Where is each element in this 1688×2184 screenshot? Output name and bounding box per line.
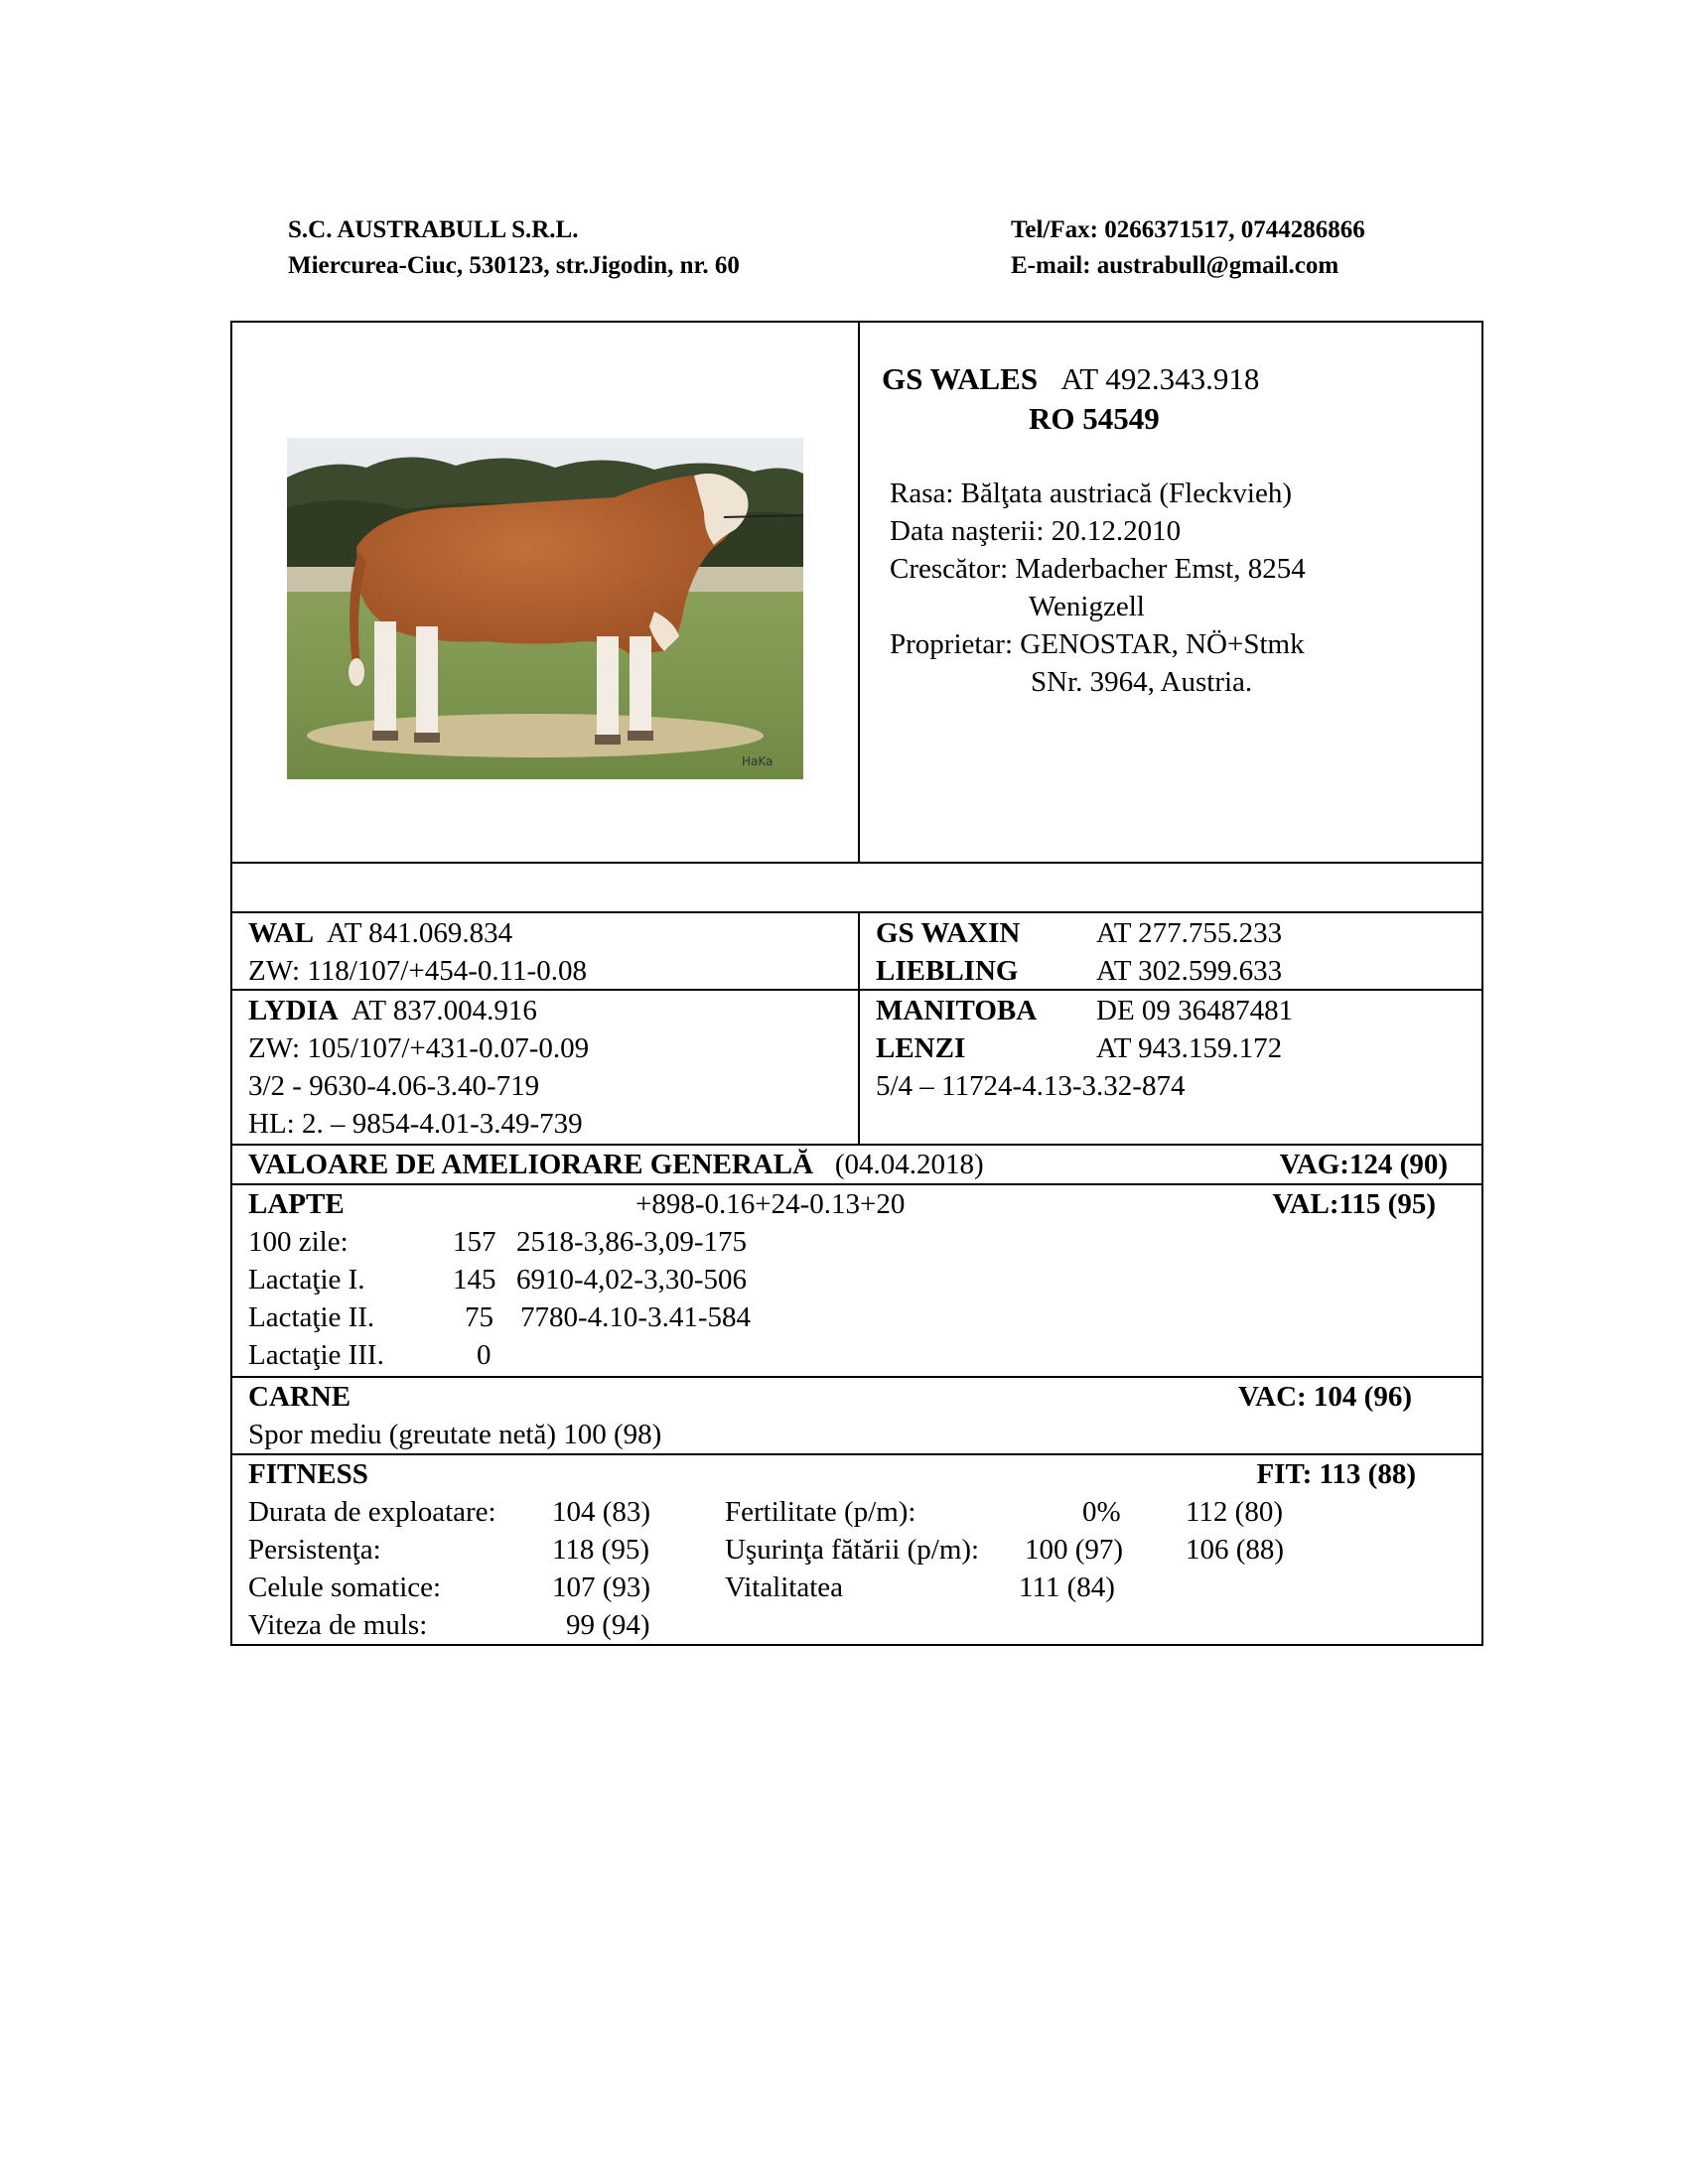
dam-row [232,991,1481,1146]
general-value-date: (04.04.2018) [834,1149,984,1180]
bull-owner-cont: SNr. 3964, Austria. [1031,666,1253,698]
milk-row-lact3: Lactaţie III. 0 [248,1339,492,1371]
sire-row [232,913,1481,991]
dam-cell [232,991,860,1144]
fitness-row-2: Persistenţa: 118 (95) Uşurinţa fătării (p/m): 100 (97) 106 (88) [248,1534,1285,1566]
meat-row [232,1378,1481,1455]
bull-breed: Rasa: Bălţata austriacă (Fleckvieh) [890,478,1293,509]
dam-parents-cell [860,991,1481,1144]
vag-value: VAG:124 (90) [1279,1149,1448,1180]
milk-row-lact1: Lactaţie I. 145 6910-4,02-3,30-506 [248,1264,747,1296]
company-phone: Tel/Fax: 0266371517, 0744286866 [1011,216,1365,243]
photo-watermark: HaKa [742,754,774,768]
bull-ro-number: RO 54549 [1029,401,1160,436]
sire-name: WAL [248,917,315,949]
bull-breeder-cont: Wenigzell [1029,591,1145,622]
dam-dam-name: LENZI [876,1032,966,1064]
contact-block [1011,212,1365,284]
val-value: VAL:115 (95) [1272,1188,1436,1220]
fitness-row-4: Viteza de muls: 99 (94) [248,1609,650,1641]
company-address: Miercurea-Ciuc, 530123, str.Jigodin, nr. 60 [288,252,740,279]
bull-owner: Proprietar: GENOSTAR, NÖ+Stmk [890,628,1305,660]
dam-hl: HL: 2. – 9854-4.01-3.49-739 [248,1108,583,1140]
spacer-row [232,864,1481,913]
bull-breeder: Crescător: Maderbacher Emst, 8254 [890,553,1306,585]
sire-parents-cell [860,913,1481,989]
bull-info [890,475,1306,701]
fitness-row [232,1455,1481,1644]
dam-dam-lactation: 5/4 – 11724-4.13-3.32-874 [876,1070,1186,1102]
company-email: E-mail: austrabull@gmail.com [1011,252,1339,279]
general-value-row [232,1146,1481,1185]
dam-dam-id: AT 943.159.172 [1096,1032,1283,1064]
general-value-label: VALOARE DE AMELIORARE GENERALĂ [248,1149,814,1180]
bull-photo [287,438,803,779]
company-block [288,212,740,284]
milk-values: +898-0.16+24-0.13+20 [635,1188,906,1220]
fit-value: FIT: 113 (88) [1256,1458,1416,1490]
sire-dam-id: AT 302.599.633 [1096,955,1283,987]
bull-id: AT 492.343.918 [1060,361,1260,396]
sire-dam-name: LIEBLING [876,955,1019,987]
meat-label: CARNE [248,1381,352,1413]
milk-row-lact2: Lactaţie II. 75 7780-4.10-3.41-584 [248,1301,751,1333]
meat-gain: Spor mediu (greutate netă) 100 (98) [248,1419,662,1450]
dam-sire-id: DE 09 36487481 [1096,995,1294,1026]
bull-birth-date: Data naşterii: 20.12.2010 [890,515,1182,547]
company-name: S.C. AUSTRABULL S.R.L. [288,216,579,243]
dam-id: AT 837.004.916 [351,995,537,1026]
milk-row-100: 100 zile: 157 2518-3,86-3,09-175 [248,1226,747,1258]
dam-lactation: 3/2 - 9630-4.06-3.40-719 [248,1070,540,1102]
vac-value: VAC: 104 (96) [1237,1381,1412,1413]
summary-divider [858,321,860,864]
dam-zw: ZW: 105/107/+431-0.07-0.09 [248,1032,590,1064]
sire-sire-name: GS WAXIN [876,917,1021,949]
fitness-label: FITNESS [248,1458,368,1490]
sire-sire-id: AT 277.755.233 [1096,917,1283,949]
fitness-row-3: Celule somatice: 107 (93) Vitalitatea 111 (84) [248,1571,1115,1603]
sire-cell [232,913,860,989]
sire-id: AT 841.069.834 [326,917,513,949]
dam-name: LYDIA [248,995,339,1026]
breeding-table [230,862,1483,1646]
fitness-row-1: Durata de exploatare: 104 (83) Fertilitate (p/m): 0% 112 (80) [248,1496,1283,1528]
sire-zw: ZW: 118/107/+454-0.11-0.08 [248,955,587,987]
bull-name: GS WALES [882,361,1039,396]
bull-title [882,359,1259,399]
milk-label: LAPTE [248,1188,345,1220]
milk-row [232,1185,1481,1378]
dam-sire-name: MANITOBA [876,995,1038,1026]
